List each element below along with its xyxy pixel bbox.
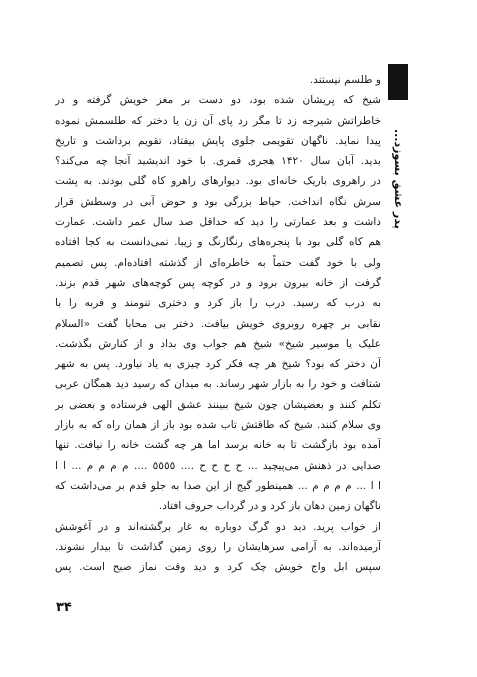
text-line: تکلم کنند و بعضیشان چون شیخ ببینند عشق الهی فرستاده و بعضی بر bbox=[55, 398, 381, 411]
text-line: از خواب پرید. دید دو گرگ دوباره به غار برگشته‌اند و در آغوشش bbox=[55, 520, 381, 533]
text-line: هم کاه گلی بود با پنجره‌های رنگارنگ و زیبا. نمی‌دانست به کجا افتاده bbox=[55, 236, 381, 249]
text-line: گرفت از خانه بیرون برود و در کوچه پس کوچه‌های شهر قدم بزند. bbox=[55, 276, 381, 289]
text-line: خاطراتش شیرجه زد تا مگر رد پای آن زن یا دختر که طلسمش نموده bbox=[55, 114, 381, 127]
text-line: ناگهان زمین دهان باز کرد و در گرداب حروف افتاد. bbox=[158, 500, 381, 513]
text-line: صدایی در ذهنش می‌پیچید ... ح ح ح ح .... ٥٥٥٥ .... م م م م ... ا ا bbox=[55, 459, 381, 472]
text-line: علیک یا موسیر شیخ» شیخ هم جواب وی بداد و از کنارش بگذشت. bbox=[55, 337, 381, 350]
text-line: آمده بود بازگشت تا به خانه برسد اما هر چه گشت خانه را نیافت. تنها bbox=[55, 439, 381, 452]
text-line: به درب که رسید. درب را باز کرد و دختری تنومند و فربه را با bbox=[55, 297, 381, 310]
body-text bbox=[55, 70, 381, 577]
text-line: و طلسم نیستند. bbox=[309, 74, 381, 86]
text-line: سپس ابل واج خویش چک کرد و دید وقت نماز صبح است. پس bbox=[55, 561, 381, 574]
chapter-tab-marker bbox=[388, 64, 408, 100]
text-line: پیدا نماید. ناگهان تقویمی جلوی پایش بیفتاد، تقویم برداشت و تاریخ bbox=[55, 134, 381, 147]
text-line: ولی با خود گفت حتماً به خاطره‌ای از گذشته افتاده‌ام. پس تصمیم bbox=[55, 256, 381, 269]
text-line: نقابی بر چهره روبروی خویش بیافت. دختر بی محابا گفت «السلام bbox=[55, 317, 381, 330]
text-line: شتافت و خود را به بازار شهر رساند. به میدان که رسید دید همگان عربی bbox=[55, 378, 381, 391]
text-line: سرش نگاه انداخت. حیاط بزرگی بود و حوض آبی در وسطش قرار bbox=[55, 195, 381, 208]
text-line: شیخ که پریشان شده بود، دو دست بر مغز خویش گرفته و در bbox=[55, 94, 381, 107]
text-line: وی سلام کنند. شیخ که طاقتش تاب شده بود باز از همان راه که به بازار bbox=[55, 419, 381, 432]
text-line: آن دختر که بود؟ شیخ هر چه فکر کرد چیزی به یاد نیاورد. پس به شهر bbox=[55, 358, 381, 371]
running-title-text: پدر عشق بسوزد... bbox=[392, 129, 405, 229]
text-line: در راهروی باریک خانه‌ای بود. دیوارهای راهرو کاه گلی بودند. به پشت bbox=[55, 175, 381, 188]
text-line: داشت و بعد عمارتی را دید که حداقل صد سال عمر داشت. عمارت bbox=[55, 216, 381, 229]
text-line: آرمیده‌اند. به آرامی سرهایشان را روی زمین گذاشت تا بیدار نشوند. bbox=[55, 540, 381, 553]
running-title bbox=[385, 104, 411, 254]
text-line: ا ا ... م م م م ... همینطور گیج از این صدا به جلو قدم بر می‌داشت که bbox=[55, 479, 381, 492]
page-number: ۳۴ bbox=[56, 600, 72, 615]
text-line: بدید. آبان سال ۱۴۲۰ هجری قمری. با خود اندیشید آنجا چه می‌کند؟ bbox=[55, 155, 381, 168]
